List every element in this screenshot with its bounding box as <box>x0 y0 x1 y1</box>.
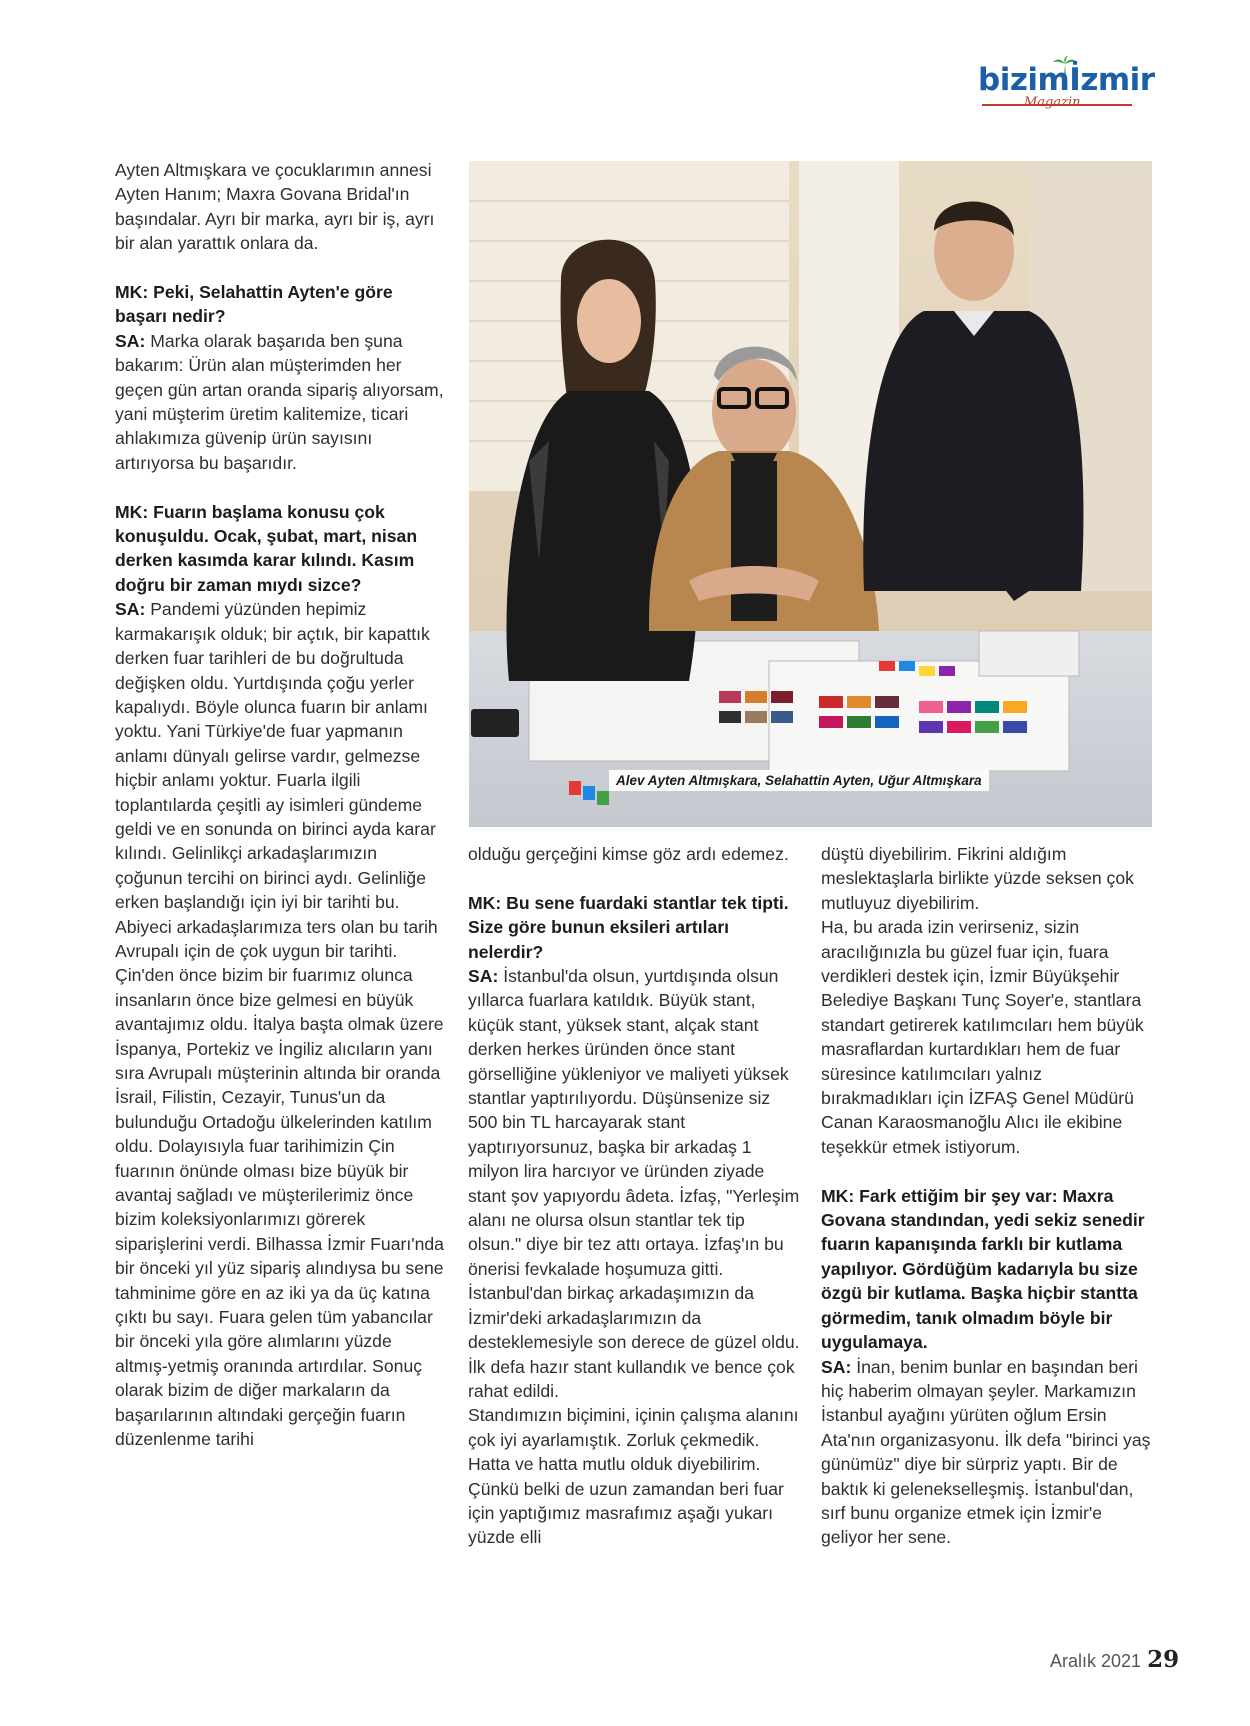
page-footer <box>1050 1646 1179 1673</box>
issue-date: Aralık 2021 <box>1050 1651 1142 1671</box>
photo-illustration <box>469 161 1152 827</box>
interview-answer <box>115 597 447 1451</box>
paragraph: olduğu gerçeğini kimse göz ardı edemez. <box>468 844 789 864</box>
answer-text: İnan, benim bunlar en başından beri hiç haberim olmayan şeyler. Markamızın İstanbul ayağını yürüten oğlum Ersin Ata'nın organizasyonu. İlk defa "birinci yaş günümüz" diye bir sürpriz yaptı. Bir de baktık ki gelenekselleşmiş. İstanbul'dan, sırf bunu organize etmek için İzmir'e geliyor her sene. <box>821 1356 1151 1548</box>
paragraph: düştü diyebilirim. Fikrini aldığım meslektaşlarla birlikte yüzde seksen çok mutluyuz diyebilirim. <box>821 844 1134 913</box>
logo-subtitle: Magazin <box>1024 95 1081 110</box>
answer-label: SA: <box>115 330 146 351</box>
answer-text: İstanbul'da olsun, yurtdışında olsun yıllarca fuarlara katıldık. Büyük stant, küçük stant, yüksek stant, alçak stant derken herkes üründen önce stant görselliğine yükleniyor ve maliyeti yüksek stantlar yaptırılıyordu. Düşünsenize siz 500 bin TL harcayarak stant yaptırıyorsunuz, başka bir arkadaş 1 milyon lira harcıyor ve üründen ziyade stant şov yapıyordu âdeta. İzfaş, "Yerleşim alanı ne olursa olsun stantlar tek tip olsun." diye bir tez attı ortaya. İzfaş'ın bu önerisi fevkalade hoşumuza gitti. İstanbul'dan birkaç arkadaşımızın da İzmir'deki arkadaşlarımızın da desteklemesiyle son derece de güzel oldu. İlk defa hazır stant kullandık ve bence çok rahat edildi. <box>468 966 800 1401</box>
paragraph: Standımızın biçimini, içinin çalışma alanını çok iyi ayarlamıştık. Zorluk çekmedik. Hatta ve hatta mutlu olduk diyebilirim. Çünkü belki de uzun zamandan beri fuar için yaptığımız masrafımız aşağı yukarı yüzde elli <box>468 1405 799 1548</box>
answer-text: Pandemi yüzünden hepimiz karmakarışık olduk; bir açtık, bir kapattık derken fuar tarihleri de bu doğrultuda değişken oldu. Yurtdışında çoğu yerler kapalıydı. Böyle olunca fuarın bir anlamı yoktu. Yani Türkiye'de fuar yapmanın anlamı dünyalı gelirse vardır, gelmezse hiçbir anlamı yoktur. Fuarla ilgili toplantılarda çeşitli ay isimleri gündeme geldi ve en sonunda on birinci ayda karar kılındı. Gelinlikçi arkadaşlarımızın çoğunun tercihi on birinci aydı. Gelinliğe erken başlandığı için iyi bir tarihti bu. Abiyeci arkadaşlarımıza ters olan bu tarih Avrupalı için de çok uygun bir tarihti. Çin'den önce bizim bir fuarımız olunca insanların önce bize gelmesi en büyük avantajımız oldu. İtalya başta olmak üzere İspanya, Portekiz ve İngiliz alıcıların yanı sıra Avrupalı müşterinin altında bir oranda İsrail, Filistin, Cezayir, Tunus'un da bulunduğu Ortadoğu ülkelerinden katılım oldu. Dolayısıyla fuar tarihimizin Çin fuarının önünde olması bize büyük bir avantaj sağladı ve müşterilerimiz önce bizim koleksiyonlarımızı görerek siparişlerini verdi. Bilhassa İzmir Fuarı'nda bir önceki yıl yüz sipariş alındıysa bu sene tahminime göre en az iki ya da üç katına çıktı bu sayı. Fuara gelen tüm yabancılar bir önceki yıla göre alımlarını yüzde altmış-yetmiş oranında artırdılar. Sonuç olarak bizim de diğer markaların da başarılarının altındaki gerçeğin fuarın düzenlenme tarihi <box>115 599 444 1450</box>
interview-question: MK: Bu sene fuardaki stantlar tek tipti. Size göre bunun eksileri artıları nelerdir? <box>468 892 789 962</box>
interview-answer <box>468 964 800 1403</box>
article-photo <box>469 161 1152 827</box>
paragraph: Ha, bu arada izin verirseniz, sizin aracılığınızla bu güzel fuar için, fuara verdikleri destek için, İzmir Büyükşehir Belediye Başkanı Tunç Soyer'e, stantlara standart getirerek katılımcıları hem büyük masraflardan kurtardıkları hem de fuar süresince katılımcıları yalnız bırakmadıkları için İZFAŞ Genel Müdürü Canan Karaosmanoğlu Alıcı ile ekibine teşekkür etmek istiyorum. <box>821 917 1144 1157</box>
article-column-3 <box>821 842 1153 1550</box>
interview-answer <box>115 329 447 475</box>
paragraph: Ayten Altmışkara ve çocuklarımın annesi Ayten Hanım; Maxra Govana Bridal'ın başındalar. Ayrı bir marka, ayrı bir iş, ayrı bir alan yarattık onlara da. <box>115 160 435 254</box>
interview-question: MK: Fark ettiğim bir şey var: Maxra Govana standından, yedi sekiz senedir fuarın kapanışında farklı bir kutlama yapılıyor. Gördüğüm kadarıyla bu size özgü bir kutlama. Başka hiçbir stantta görmedim, tanık olmadım böyle bir uygulamaya. <box>821 1185 1145 1353</box>
page-number: 29 <box>1147 1646 1180 1673</box>
article-column-2 <box>468 842 800 1550</box>
magazine-logo <box>978 56 1155 112</box>
interview-answer <box>821 1355 1153 1550</box>
interview-question: MK: Peki, Selahattin Ayten'e göre başarı nedir? <box>115 282 393 327</box>
logo-text: bizimİzmir <box>978 62 1155 98</box>
answer-label: SA: <box>115 599 146 620</box>
answer-label: SA: <box>821 1356 852 1377</box>
article-column-1 <box>115 158 447 1476</box>
interview-question: MK: Fuarın başlama konusu çok konuşuldu. Ocak, şubat, mart, nisan derken kasımda karar kılındı. Kasım doğru bir zaman mıydı sizce? <box>115 501 418 595</box>
answer-label: SA: <box>468 966 499 987</box>
photo-caption: Alev Ayten Altmışkara, Selahattin Ayten, Uğur Altmışkara <box>609 770 989 791</box>
answer-text: Marka olarak başarıda ben şuna bakarım: Ürün alan müşterimden her geçen gün artan oranda sipariş alıyorsam, yani müşterim üretim kalitemize, ticari ahlakımıza güvenip ürün sayısını artırıyorsa bu başarıdır. <box>115 330 444 473</box>
